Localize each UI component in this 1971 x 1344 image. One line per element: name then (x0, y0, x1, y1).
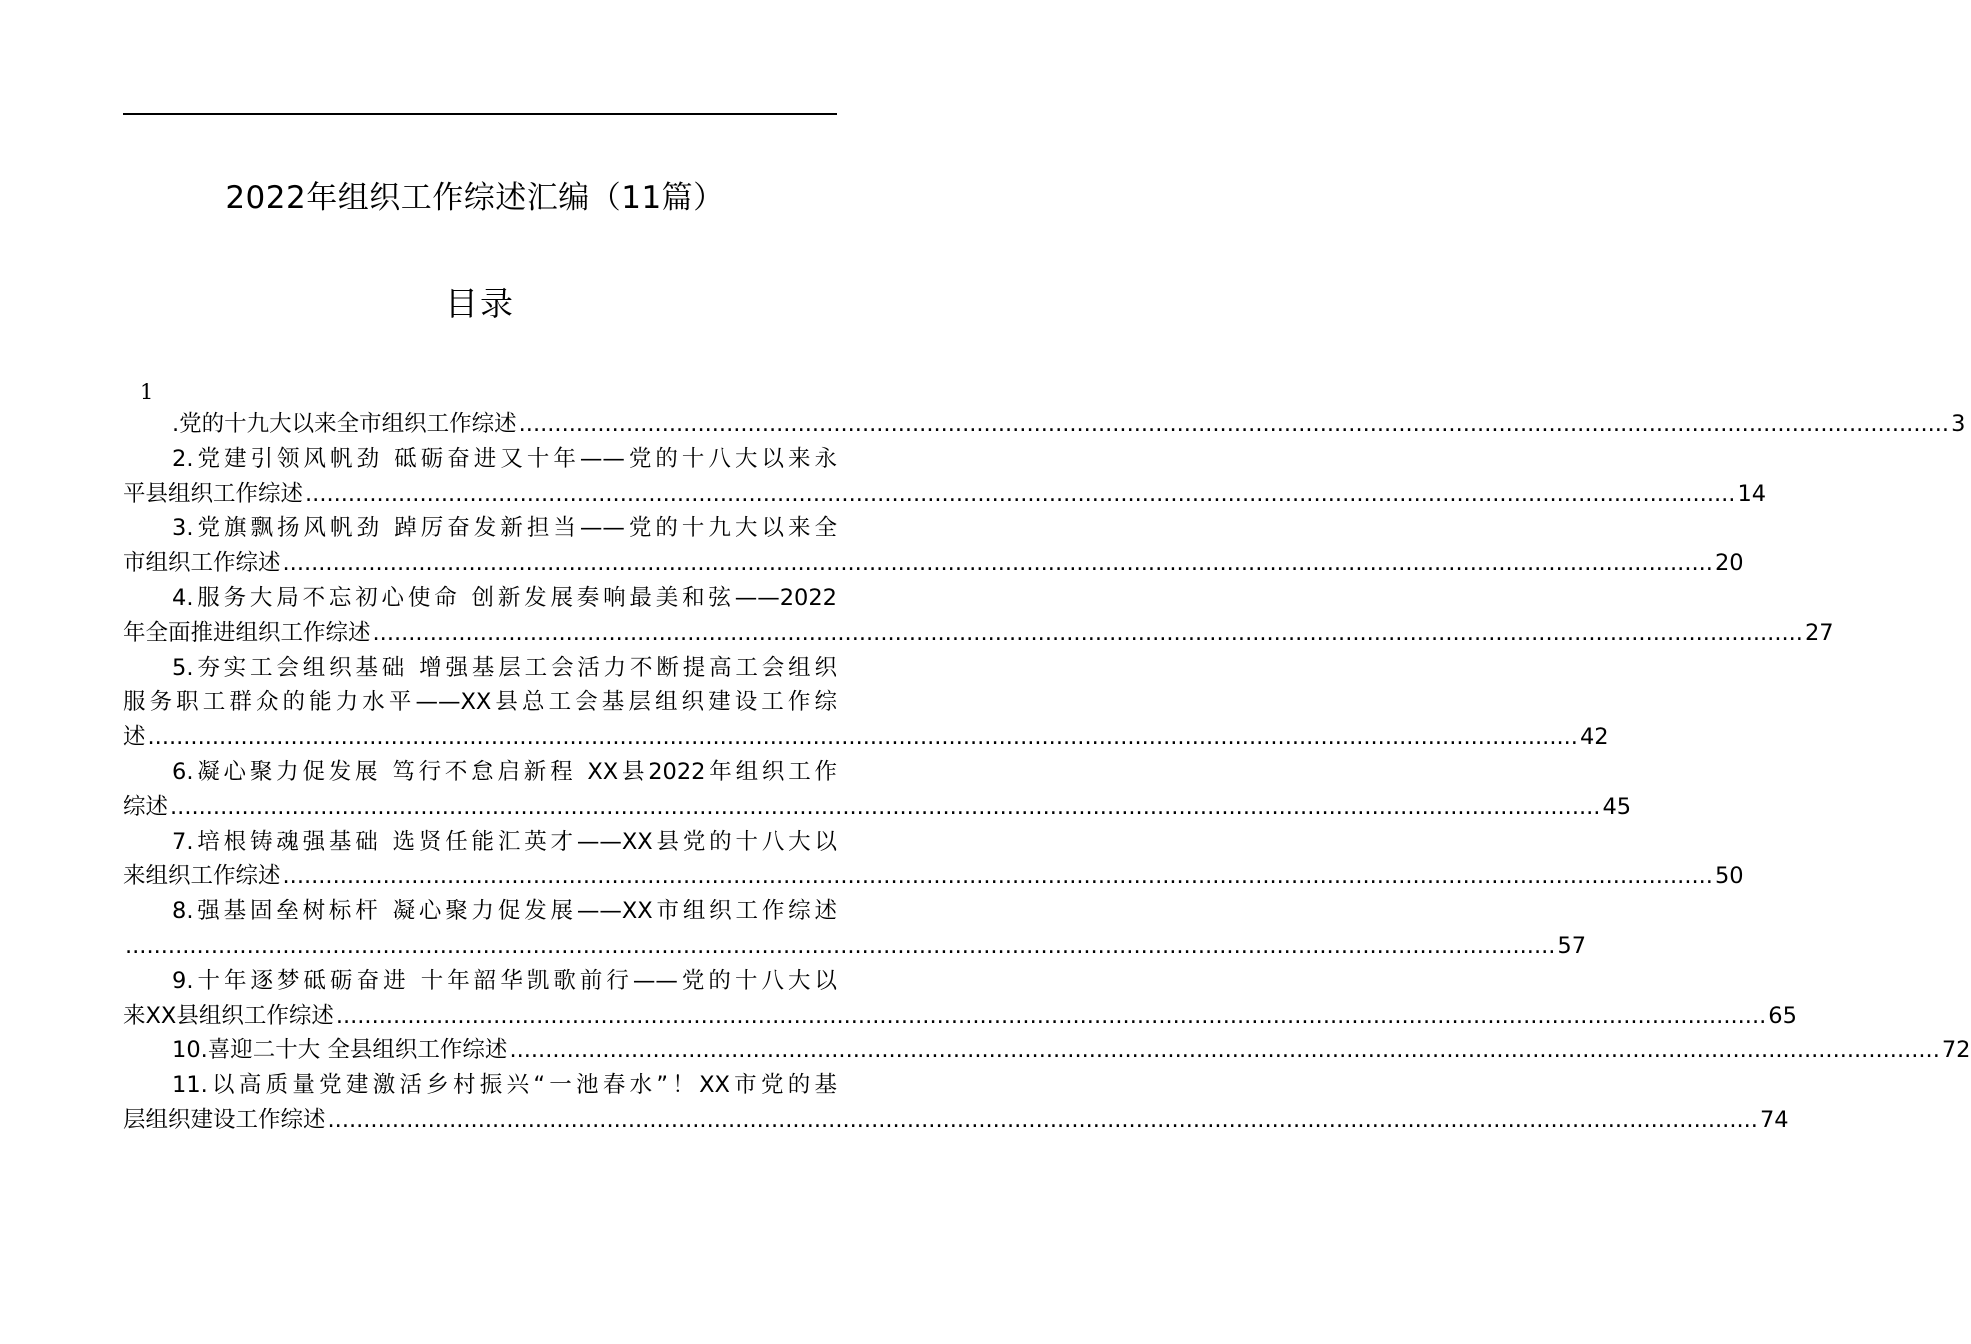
toc-entry[interactable] (123, 407, 1966, 442)
toc-entry-title: 4.服务大局不忘初心使命 创新发展奏响最美和弦——2022 (172, 584, 837, 611)
toc-entry[interactable] (123, 964, 1797, 1034)
toc-entry-title: 5.夯实工会组织基础 增强基层工会活力不断提高工会组织 (172, 654, 837, 681)
dot-leader: ........................................................................................................................................................................................................ (509, 1037, 1940, 1064)
toc-entry-line (123, 790, 1632, 825)
toc-page-number: 50 (1714, 863, 1744, 890)
toc-entry[interactable] (123, 581, 1834, 651)
dot-leader: ........................................................................................................................................................................................................ (147, 724, 1578, 751)
dot-leader: ........................................................................................................................................................................................................ (372, 619, 1803, 646)
dot-leader: ........................................................................................................................................................................................................ (282, 550, 1713, 577)
toc-entry-title: 10.喜迎二十大 全县组织工作综述 (172, 1037, 508, 1064)
toc-entry-line (123, 964, 837, 999)
toc-page-number: 74 (1759, 1106, 1789, 1133)
toc-page-number: 72 (1941, 1037, 1971, 1064)
toc-page-number: 3 (1951, 411, 1966, 437)
toc-entry-line (123, 651, 837, 686)
toc-entry-line (123, 894, 837, 929)
toc-entry-title: 来XX县组织工作综述 (123, 1002, 334, 1029)
toc-entry-line (123, 1068, 837, 1103)
toc-entry-title: 2.党建引领风帆劲 砥砺奋进又十年——党的十八大以来永 (172, 445, 837, 472)
toc-entry[interactable] (123, 755, 1632, 825)
toc-entry[interactable] (123, 511, 1744, 581)
toc-entry-title: .党的十九大以来全市组织工作综述 (172, 411, 517, 437)
toc-entry[interactable] (123, 894, 1587, 964)
dot-leader: ........................................................................................................................................................................................................ (305, 480, 1736, 507)
toc-entry-line (123, 685, 837, 720)
toc-entry-line (123, 442, 837, 477)
toc-page-number: 57 (1557, 932, 1587, 959)
toc-entry[interactable] (123, 442, 1767, 512)
toc-entry[interactable] (123, 651, 1609, 755)
dot-leader: ........................................................................................................................................................................................................ (518, 411, 1950, 437)
document-title: 2022年组织工作综述汇编（11篇） (225, 180, 725, 216)
toc-entry-title: 市组织工作综述 (123, 550, 281, 577)
toc-entry-line (123, 477, 1767, 512)
toc-entry-line (123, 929, 1587, 964)
toc-entry-title: 平县组织工作综述 (123, 480, 304, 507)
dot-leader: ........................................................................................................................................................................................................ (125, 932, 1556, 959)
toc-entry-title: 年全面推进组织工作综述 (123, 619, 371, 646)
dot-leader: ........................................................................................................................................................................................................ (335, 1002, 1767, 1029)
toc-entry-title: 服务职工群众的能力水平——XX县总工会基层组织建设工作综 (123, 689, 837, 716)
dot-leader: ........................................................................................................................................................................................................ (327, 1106, 1758, 1133)
toc-entry-title: 8.强基固垒树标杆 凝心聚力促发展——XX市组织工作综述 (172, 898, 837, 925)
toc-entry-line (123, 755, 837, 790)
toc-entry-line (123, 581, 837, 616)
toc-entry[interactable] (123, 1033, 1971, 1068)
dot-leader: ........................................................................................................................................................................................................ (170, 793, 1601, 820)
toc-heading: 目录 (445, 284, 515, 323)
toc-entry-title: 6.凝心聚力促发展 笃行不怠启新程 XX县2022年组织工作 (172, 758, 837, 785)
toc-entry[interactable] (123, 825, 1744, 895)
toc-entry-title: 11.以高质量党建激活乡村振兴“一池春水”！XX市党的基 (172, 1072, 837, 1099)
toc-page-number: 65 (1768, 1002, 1797, 1029)
toc-entry-line (123, 1033, 1971, 1068)
toc-page-number: 14 (1737, 480, 1767, 507)
toc-page-number: 20 (1714, 550, 1744, 577)
toc-entry-line (123, 859, 1744, 894)
toc-entry-line (123, 511, 837, 546)
table-of-contents (123, 407, 1971, 1138)
toc-entry[interactable] (123, 1068, 1789, 1138)
toc-entry-line (123, 720, 1609, 755)
toc-entry-line (123, 407, 1966, 442)
toc-entry-title: 7.培根铸魂强基础 选贤任能汇英才——XX县党的十八大以 (172, 828, 837, 855)
toc-page-number: 27 (1804, 619, 1834, 646)
stray-number: 1 (140, 380, 154, 404)
header-rule (123, 113, 837, 115)
toc-entry-title: 9.十年逐梦砥砺奋进 十年韶华凯歌前行——党的十八大以 (172, 967, 837, 994)
toc-entry-title: 层组织建设工作综述 (123, 1106, 326, 1133)
toc-entry-title: 述 (123, 724, 146, 751)
toc-entry-title: 来组织工作综述 (123, 863, 281, 890)
toc-page-number: 45 (1602, 793, 1632, 820)
toc-entry-line (123, 616, 1834, 651)
toc-page-number: 42 (1579, 724, 1609, 751)
toc-entry-line (123, 999, 1797, 1034)
toc-entry-title: 综述 (123, 793, 169, 820)
toc-entry-line (123, 825, 837, 860)
dot-leader: ........................................................................................................................................................................................................ (282, 863, 1713, 890)
toc-entry-line (123, 1103, 1789, 1138)
toc-entry-title: 3.党旗飘扬风帆劲 踔厉奋发新担当——党的十九大以来全 (172, 515, 837, 542)
toc-entry-line (123, 546, 1744, 581)
